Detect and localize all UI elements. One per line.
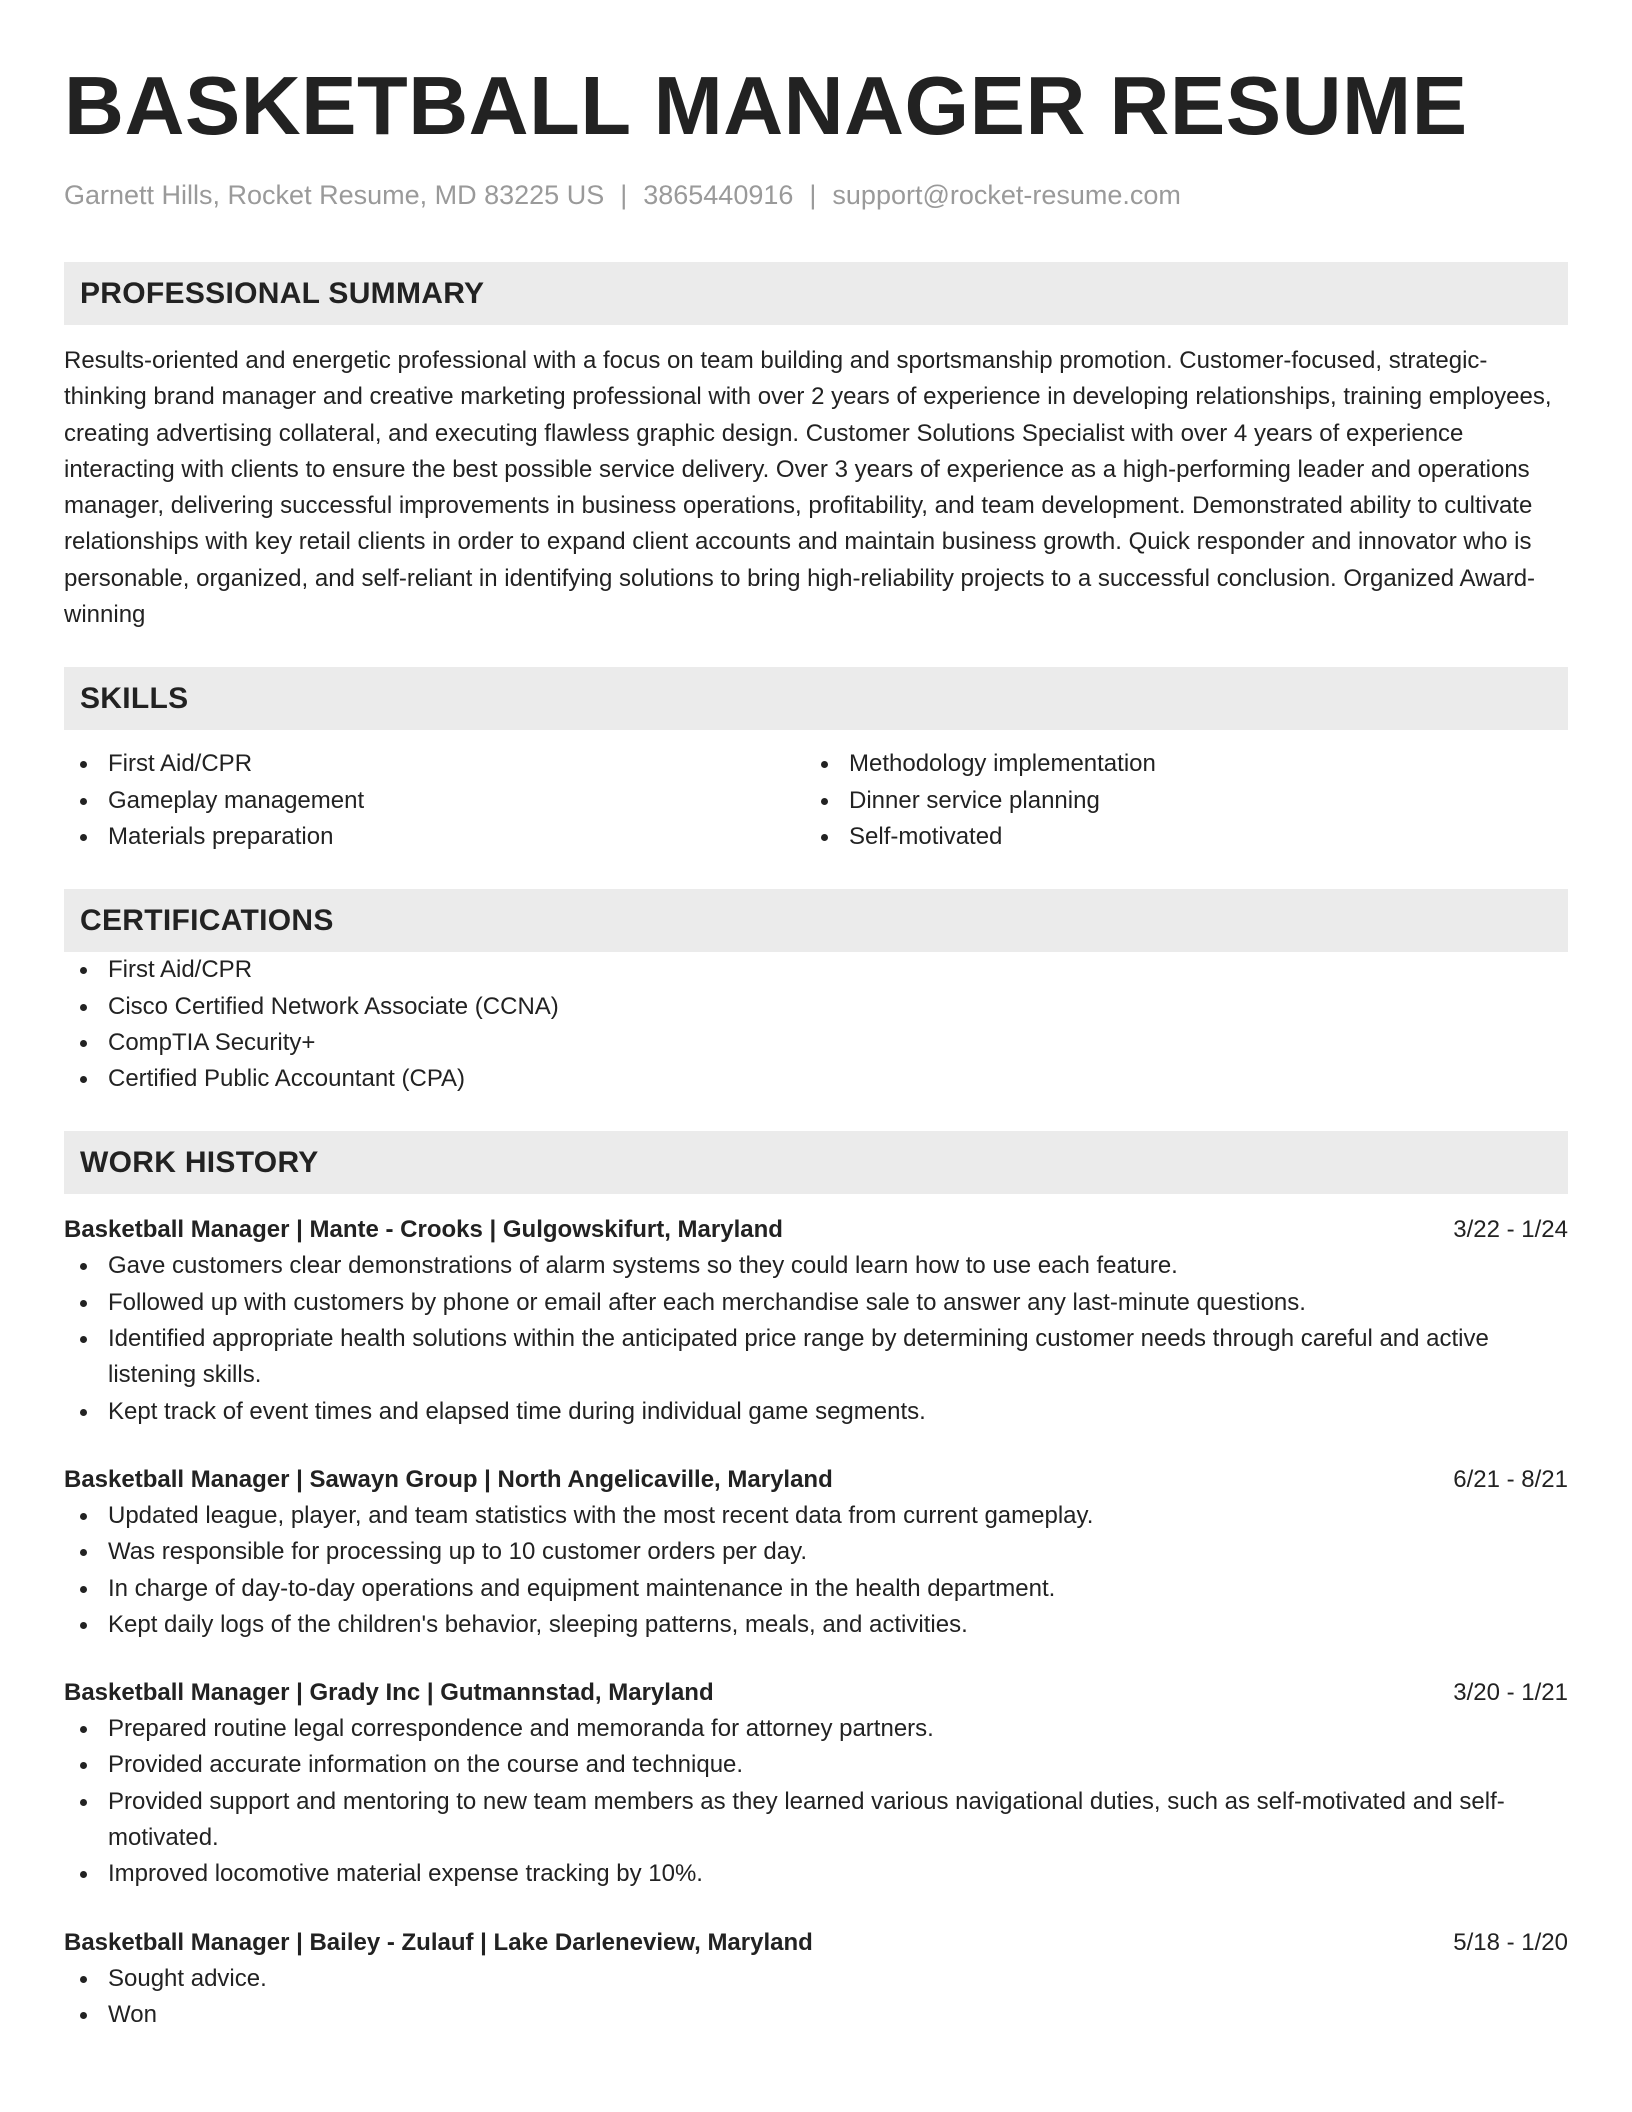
- job-bullet: Updated league, player, and team statistics with the most recent data from current gameplay.: [64, 1498, 1568, 1534]
- job-entry: [64, 1462, 1568, 1643]
- job-dates: 3/20 - 1/21: [1453, 1679, 1568, 1707]
- job-entry: [64, 1675, 1568, 1892]
- job-bullet: Kept track of event times and elapsed time during individual game segments.: [64, 1394, 1568, 1430]
- job-bullets: [64, 1961, 1568, 2034]
- job-bullet: Prepared routine legal correspondence and memoranda for attorney partners.: [64, 1711, 1568, 1747]
- job-title: Basketball Manager | Bailey - Zulauf | Lake Darleneview, Maryland: [64, 1928, 813, 1956]
- contact-separator: |: [620, 180, 628, 210]
- contact-separator: |: [809, 180, 817, 210]
- certification-item: CompTIA Security+: [64, 1025, 1568, 1061]
- summary-text: Results-oriented and energetic professional with a focus on team building and sportsmanship promotion. Customer-focused, strategic-thinking brand manager and creative marketing professional with over 2 years of experience in developing relationships, training employees, creating advertising collateral, and executing flawless graphic design. Customer Solutions Specialist with over 4 years of experience interacting with clients to ensure the best possible service delivery. Over 3 years of experience as a high-performing leader and operations manager, delivering successful improvements in business operations, profitability, and team development. Demonstrated ability to cultivate relationships with key retail clients in order to expand client accounts and maintain business growth. Quick responder and innovator who is personable, organized, and self-reliant in identifying solutions to bring high-reliability projects to a successful conclusion. Organized Award-winning: [64, 347, 1552, 629]
- job-header: [64, 1925, 1568, 1961]
- contact-email: support@rocket-resume.com: [832, 180, 1181, 210]
- certification-item: First Aid/CPR: [64, 952, 1568, 988]
- skill-item: Materials preparation: [64, 819, 805, 855]
- skill-item: First Aid/CPR: [64, 746, 805, 782]
- job-entry: [64, 1212, 1568, 1429]
- skill-item: Gameplay management: [64, 783, 805, 819]
- job-bullet: Was responsible for processing up to 10 customer orders per day.: [64, 1534, 1568, 1570]
- job-bullet: In charge of day-to-day operations and equipment maintenance in the health department.: [64, 1571, 1568, 1607]
- job-title: Basketball Manager | Mante - Crooks | Gulgowskifurt, Maryland: [64, 1216, 783, 1244]
- job-bullet: Kept daily logs of the children's behavior, sleeping patterns, meals, and activities.: [64, 1607, 1568, 1643]
- contact-phone: 3865440916: [643, 180, 794, 210]
- job-bullet: Won: [64, 1997, 1568, 2033]
- certification-item: Certified Public Accountant (CPA): [64, 1061, 1568, 1097]
- certification-item: Cisco Certified Network Associate (CCNA): [64, 989, 1568, 1025]
- job-bullet: Identified appropriate health solutions within the anticipated price range by determining customer needs through careful and active listening skills.: [64, 1321, 1568, 1394]
- job-bullet: Sought advice.: [64, 1961, 1568, 1997]
- job-bullet: Provided support and mentoring to new team members as they learned various navigational duties, such as self-motivated and self-motivated.: [64, 1784, 1568, 1857]
- job-bullets: [64, 1248, 1568, 1429]
- job-bullet: Improved locomotive material expense tracking by 10%.: [64, 1856, 1568, 1892]
- job-title: Basketball Manager | Grady Inc | Gutmannstad, Maryland: [64, 1679, 714, 1707]
- section-heading-certifications: CERTIFICATIONS: [64, 889, 1568, 952]
- skills-grid: [64, 746, 1568, 855]
- skill-item: Self-motivated: [805, 819, 1546, 855]
- job-bullet: Gave customers clear demonstrations of alarm systems so they could learn how to use each feature.: [64, 1248, 1568, 1284]
- contact-line: [64, 178, 1568, 212]
- job-dates: 6/21 - 8/21: [1453, 1465, 1568, 1493]
- job-bullets: [64, 1711, 1568, 1892]
- job-title: Basketball Manager | Sawayn Group | North Angelicaville, Maryland: [64, 1465, 833, 1493]
- skill-item: Dinner service planning: [805, 783, 1546, 819]
- job-header: [64, 1462, 1568, 1498]
- certifications-list: [64, 952, 1568, 1097]
- job-entry: [64, 1925, 1568, 2034]
- contact-address: Garnett Hills, Rocket Resume, MD 83225 US: [64, 180, 605, 210]
- job-dates: 5/18 - 1/20: [1453, 1928, 1568, 1956]
- job-bullet: Provided accurate information on the course and technique.: [64, 1747, 1568, 1783]
- section-heading-work-history: WORK HISTORY: [64, 1131, 1568, 1194]
- section-heading-skills: SKILLS: [64, 667, 1568, 730]
- job-bullet: Followed up with customers by phone or email after each merchandise sale to answer any last-minute questions.: [64, 1285, 1568, 1321]
- job-bullets: [64, 1498, 1568, 1643]
- job-header: [64, 1675, 1568, 1711]
- skills-column-right: [805, 746, 1546, 855]
- skill-item: Methodology implementation: [805, 746, 1546, 782]
- job-header: [64, 1212, 1568, 1248]
- job-dates: 3/22 - 1/24: [1453, 1216, 1568, 1244]
- skills-column-left: [64, 746, 805, 855]
- resume-title: BASKETBALL MANAGER RESUME: [64, 59, 1468, 152]
- section-heading-summary: PROFESSIONAL SUMMARY: [64, 262, 1568, 325]
